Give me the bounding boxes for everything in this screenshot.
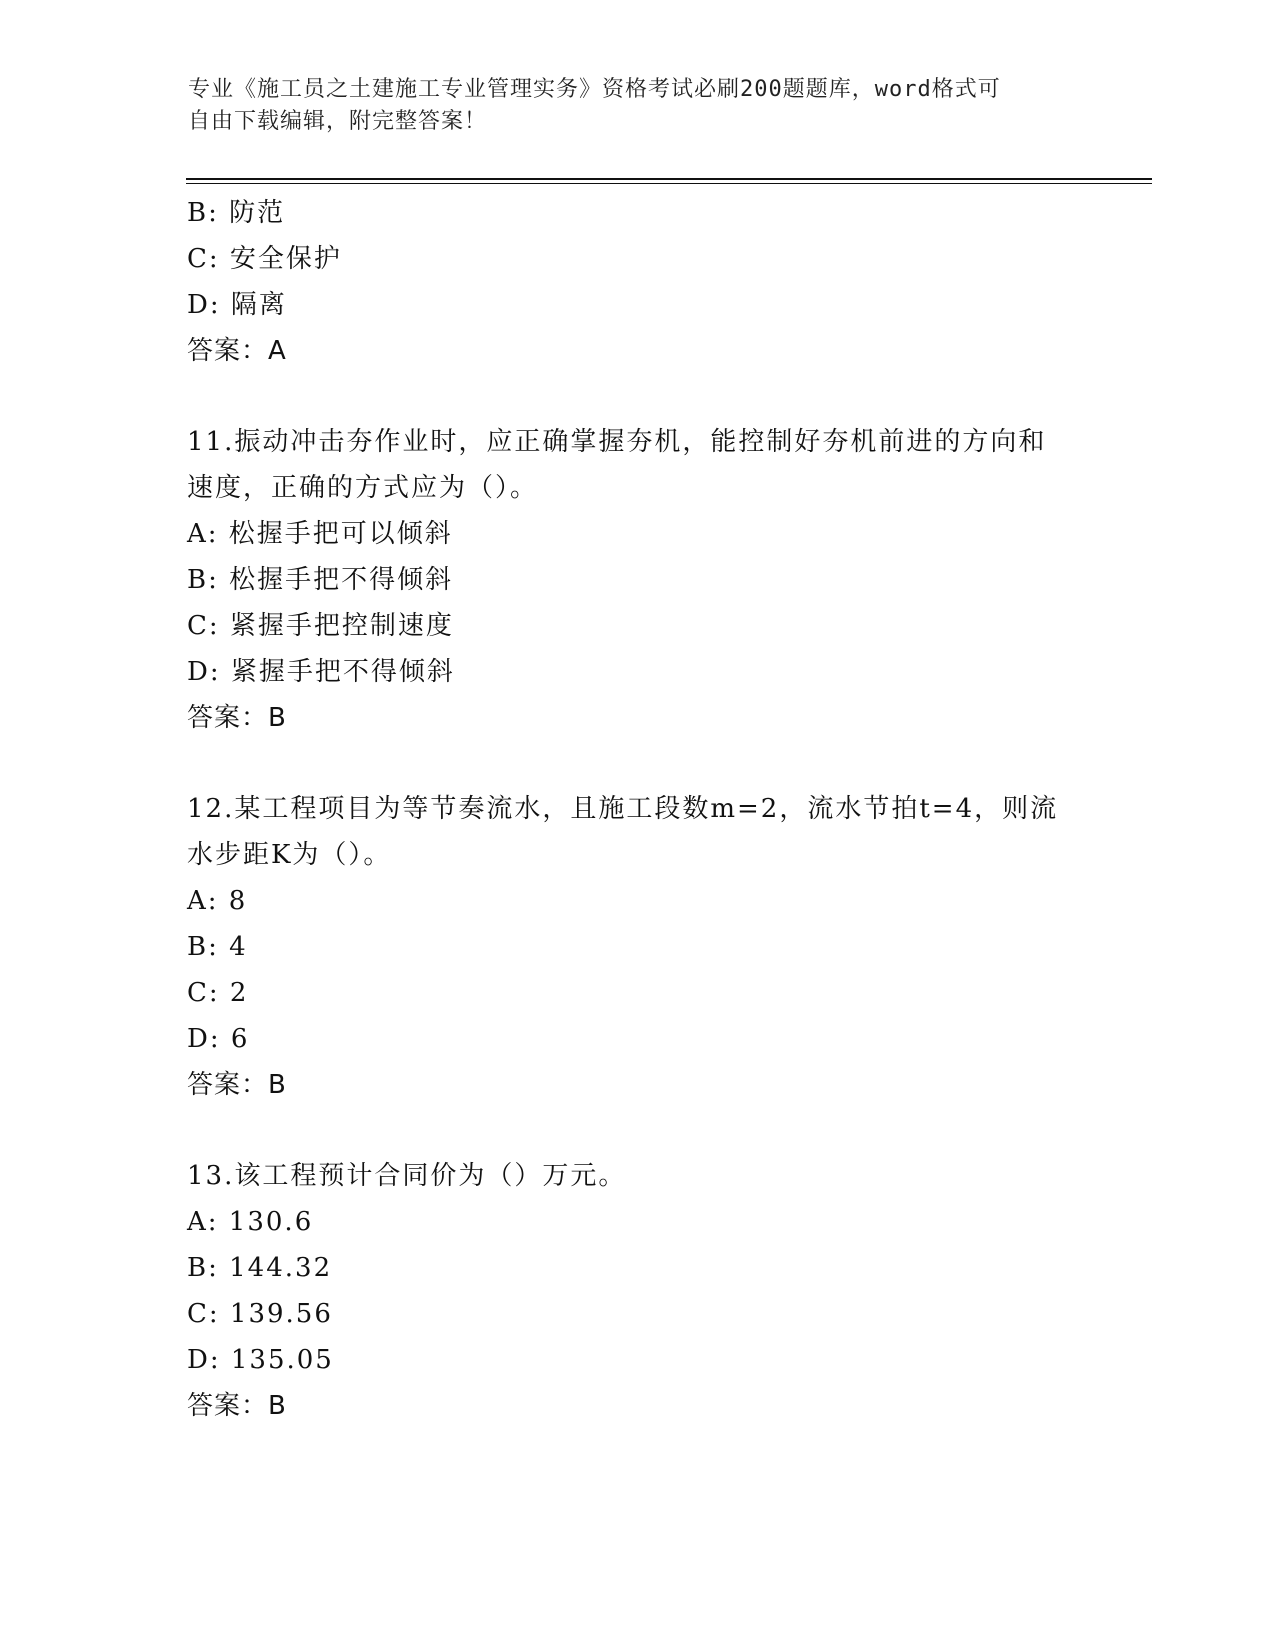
question-10-tail	[187, 190, 1087, 374]
option-d: D: 紧握手把不得倾斜	[187, 657, 455, 687]
question-12	[187, 786, 1087, 1108]
document-header	[188, 74, 1088, 138]
question-13	[187, 1153, 1087, 1429]
option-b: B: 4	[187, 932, 248, 962]
answer-line: 答案：A	[187, 336, 287, 366]
option-d: D: 6	[187, 1024, 250, 1054]
option-c: C: 139.56	[187, 1299, 333, 1329]
question-stem: 12.某工程项目为等节奏流水，且施工段数m=2，流水节拍t=4，则流	[187, 794, 1059, 824]
option-b: B: 144.32	[187, 1253, 333, 1283]
question-stem-continued: 速度，正确的方式应为（）。	[187, 473, 539, 503]
header-line-1: 专业《施工员之土建施工专业管理实务》资格考试必刷200题题库，word格式可	[188, 77, 1001, 102]
header-divider-thin	[186, 183, 1152, 184]
option-b: B: 防范	[187, 198, 286, 228]
question-stem-continued: 水步距K为（）。	[187, 840, 392, 870]
answer-line: 答案：B	[187, 1391, 287, 1421]
option-a: A: 130.6	[187, 1207, 314, 1237]
header-line-2: 自由下载编辑，附完整答案！	[188, 109, 488, 134]
option-a: A: 8	[187, 886, 248, 916]
question-stem: 13.该工程预计合同价为（）万元。	[187, 1161, 627, 1191]
option-c: C: 安全保护	[187, 244, 342, 274]
question-stem: 11.振动冲击夯作业时，应正确掌握夯机，能控制好夯机前进的方向和	[187, 427, 1047, 457]
option-b: B: 松握手把不得倾斜	[187, 565, 454, 595]
question-list	[187, 190, 1087, 1429]
option-c: C: 紧握手把控制速度	[187, 611, 454, 641]
answer-line: 答案：B	[187, 1070, 287, 1100]
option-a: A: 松握手把可以倾斜	[187, 519, 453, 549]
option-c: C: 2	[187, 978, 249, 1008]
option-d: D: 隔离	[187, 290, 287, 320]
question-11	[187, 419, 1087, 741]
header-divider-thick	[186, 178, 1152, 180]
answer-line: 答案：B	[187, 703, 287, 733]
option-d: D: 135.05	[187, 1345, 334, 1375]
